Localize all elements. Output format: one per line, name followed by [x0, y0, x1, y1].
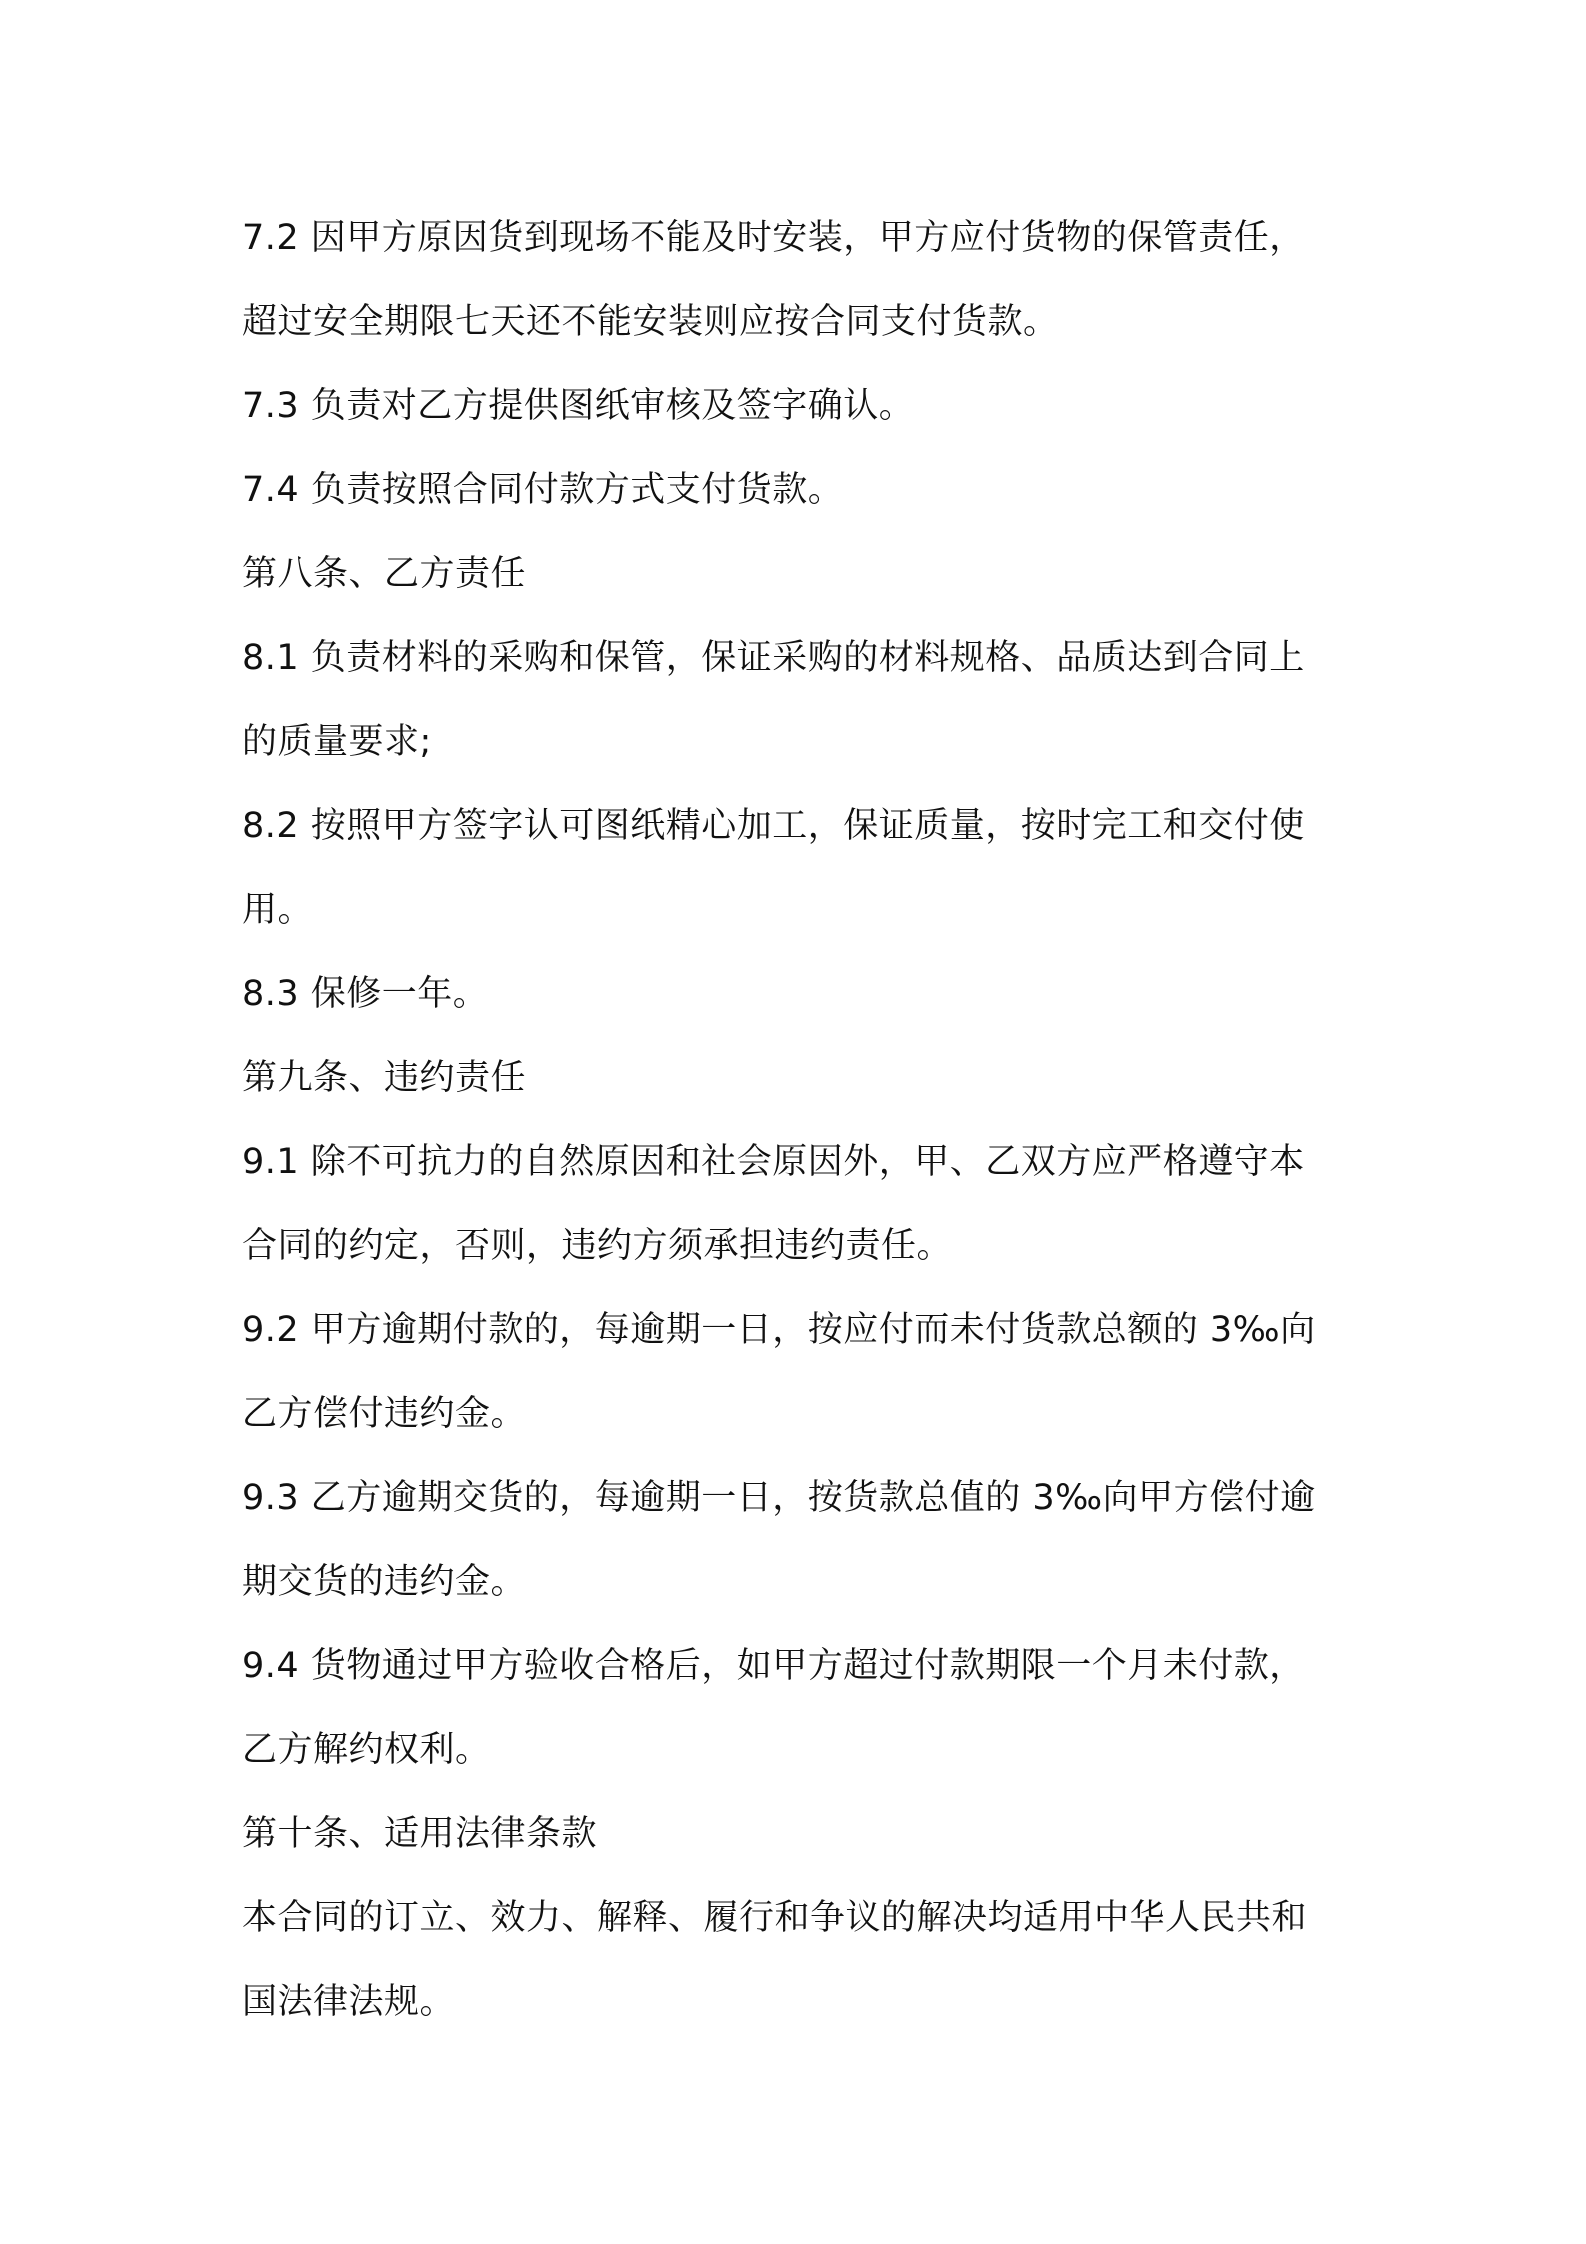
clause-7-4: 7.4 负责按照合同付款方式支付货款。 — [242, 470, 844, 510]
clause-9-4-line-1: 9.4 货物通过甲方验收合格后，如甲方超过付款期限一个月未付款， — [242, 1646, 1305, 1686]
document-body — [242, 196, 1354, 2044]
article-10-heading: 第十条、适用法律条款 — [242, 1814, 598, 1854]
clause-8-3: 8.3 保修一年。 — [242, 974, 489, 1014]
article-8-heading: 第八条、乙方责任 — [242, 554, 527, 594]
clause-9-3-line-1: 9.3 乙方逾期交货的，每逾期一日，按货款总值的 3‰向甲方偿付逾 — [242, 1478, 1316, 1518]
clause-8-1-line-1: 8.1 负责材料的采购和保管，保证采购的材料规格、品质达到合同上 — [242, 638, 1305, 678]
article-9-heading: 第九条、违约责任 — [242, 1058, 527, 1098]
clause-8-2-line-1: 8.2 按照甲方签字认可图纸精心加工，保证质量，按时完工和交付使 — [242, 806, 1305, 846]
article-10-text-line-1: 本合同的订立、效力、解释、履行和争议的解决均适用中华人民共和 — [242, 1898, 1308, 1938]
clause-9-1-line-1: 9.1 除不可抗力的自然原因和社会原因外，甲、乙双方应严格遵守本 — [242, 1142, 1305, 1182]
clause-8-1-line-2: 的质量要求; — [242, 722, 432, 762]
clause-9-3-line-2: 期交货的违约金。 — [242, 1562, 527, 1602]
clause-7-2-line-2: 超过安全期限七天还不能安装则应按合同支付货款。 — [242, 302, 1059, 342]
clause-7-2-line-1: 7.2 因甲方原因货到现场不能及时安装，甲方应付货物的保管责任， — [242, 218, 1305, 258]
clause-7-3: 7.3 负责对乙方提供图纸审核及签字确认。 — [242, 386, 915, 426]
clause-8-2-line-2: 用。 — [242, 890, 314, 930]
article-10-text-line-2: 国法律法规。 — [242, 1982, 456, 2022]
clause-9-4-line-2: 乙方解约权利。 — [242, 1730, 491, 1770]
clause-9-2-line-1: 9.2 甲方逾期付款的，每逾期一日，按应付而未付货款总额的 3‰向 — [242, 1310, 1316, 1350]
clause-9-2-line-2: 乙方偿付违约金。 — [242, 1394, 527, 1434]
clause-9-1-line-2: 合同的约定，否则，违约方须承担违约责任。 — [242, 1226, 953, 1266]
